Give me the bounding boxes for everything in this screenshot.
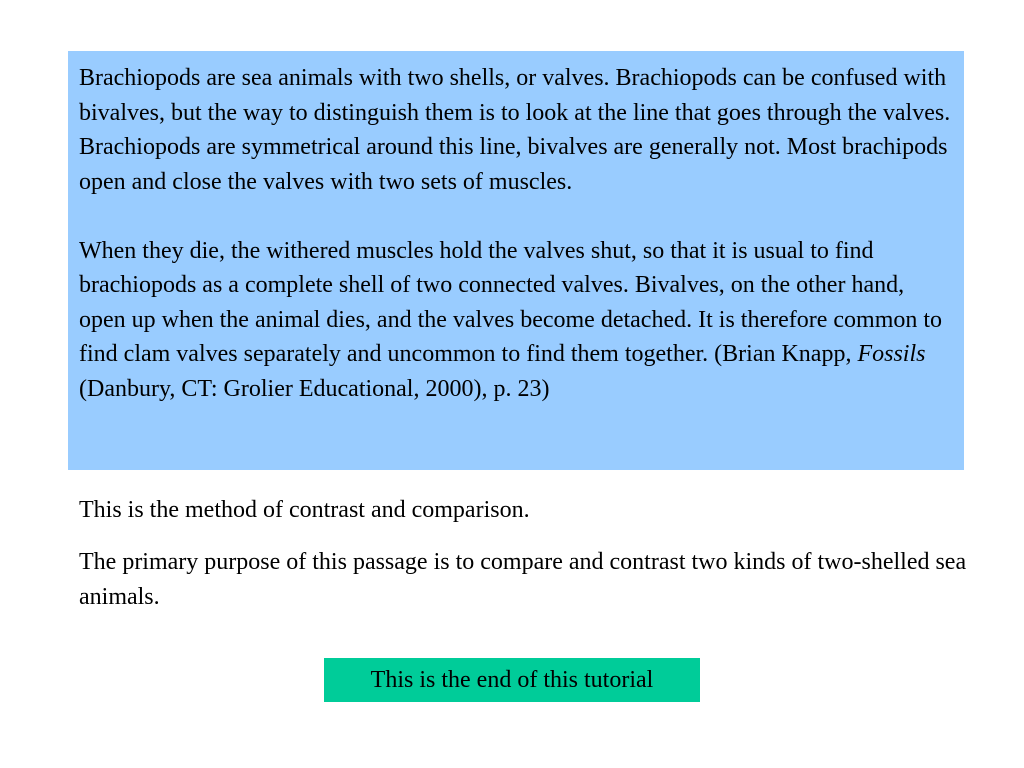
citation-text: (Danbury, CT: Grolier Educational, 2000), p. 23) — [79, 375, 550, 402]
passage-box — [68, 51, 964, 470]
book-title: Fossils — [857, 341, 926, 367]
method-statement: This is the method of contrast and comparison. — [79, 497, 530, 523]
passage-paragraph-1: Brachiopods are sea animals with two shells, or valves. Brachiopods can be confused with bivalves, but the way to distinguish them is to look at the line that goes through the valves. Brachiopods are symmetrical around this line, bivalves are generally not. Most brachipods open and close the valves with two sets of muscles. — [79, 65, 951, 195]
passage-paragraph-2 — [79, 234, 952, 407]
end-of-tutorial-button[interactable]: This is the end of this tutorial — [324, 658, 700, 702]
passage-paragraph-2-text: When they die, the withered muscles hold the valves shut, so that it is usual to find brachiopods as a complete shell of two connected valves. Bivalves, on the other hand, open up when the animal dies, and the valves become detached. It is therefore common to find clam valves separately and uncommon to find them together. (Brian Knapp, — [79, 237, 943, 367]
purpose-statement: The primary purpose of this passage is to compare and contrast two kinds of two-shelled sea animals. — [79, 549, 967, 610]
